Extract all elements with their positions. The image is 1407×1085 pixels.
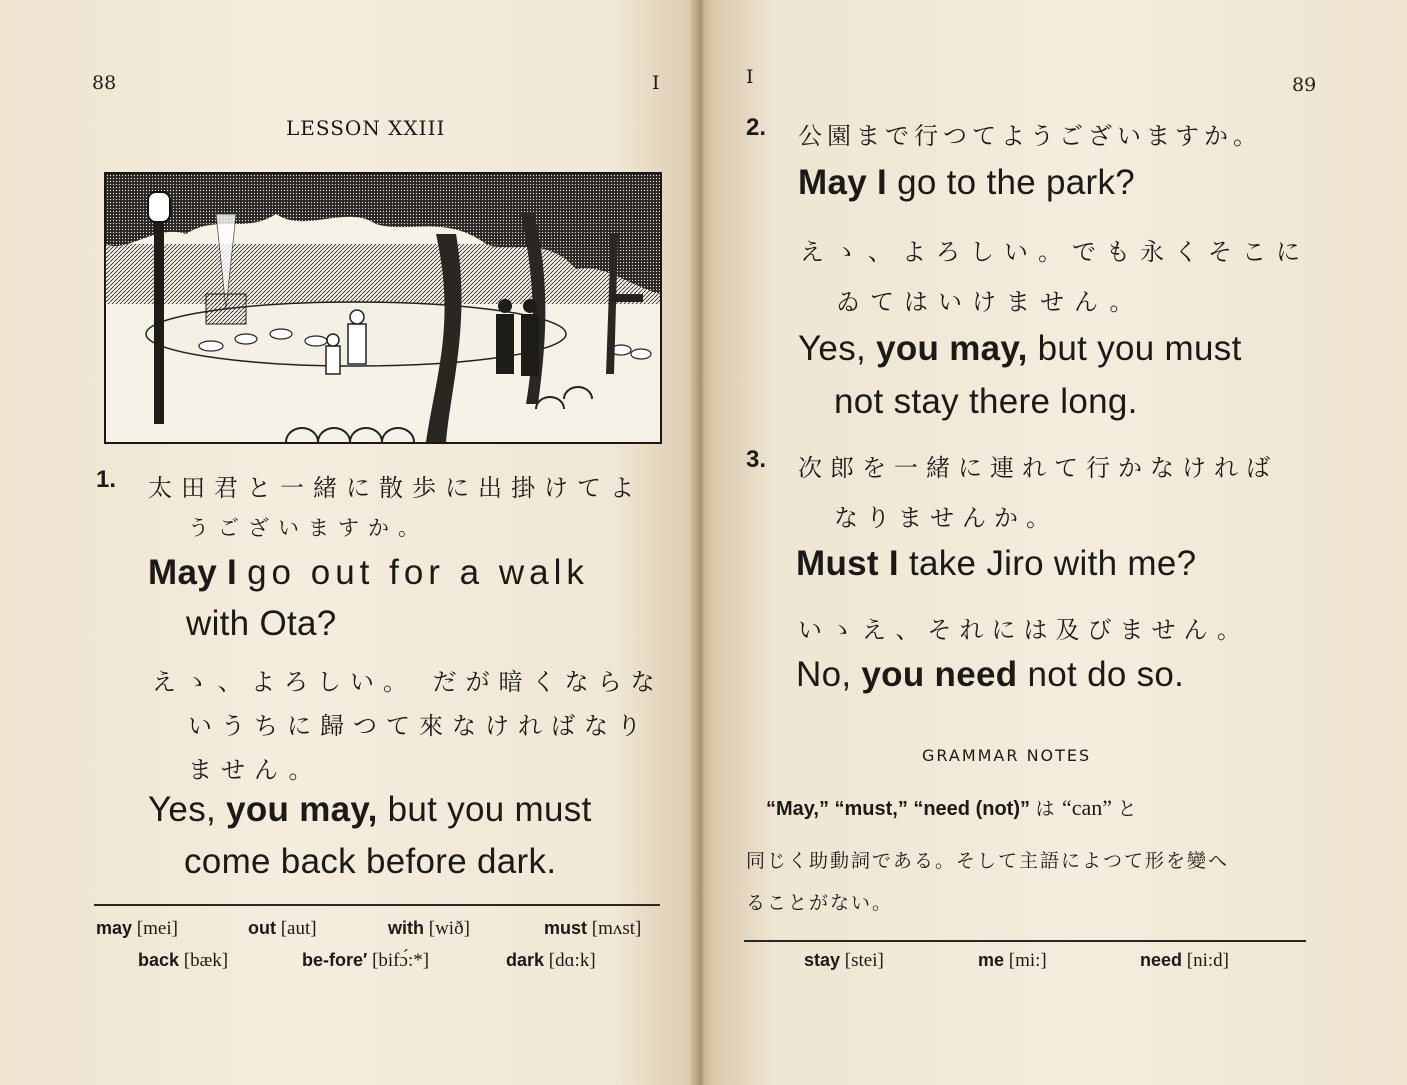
item3-en-answer	[796, 655, 1184, 695]
item1-en-question-line2: with Ota?	[186, 604, 337, 643]
vocab-word: be-fore′	[302, 950, 368, 970]
vocab-word: with	[388, 918, 424, 938]
vocab-word: must	[544, 918, 588, 938]
item1-en-answer-yes: Yes,	[148, 790, 217, 829]
item1-en-answer-line1	[148, 790, 592, 830]
item2-en-answer-yes: Yes,	[798, 329, 867, 368]
running-head-left: I	[652, 72, 660, 94]
item2-en-question-emph: May I	[798, 163, 888, 202]
item1-jp-answer-line1: えゝ、よろしい。 だが暗くならな	[152, 668, 664, 696]
vocab-stay	[804, 950, 884, 972]
item2-en-question-rest: go to the park?	[897, 163, 1136, 202]
vocab-word: need	[1140, 950, 1183, 970]
item3-jp-question-line1: 次郎を一緒に連れて行かなければ	[798, 454, 1278, 482]
item2-jp-answer-line1: えゝ、よろしい。でも永くそこに	[800, 238, 1310, 266]
vocab-word: dark	[506, 950, 545, 970]
book-gutter	[690, 0, 714, 1085]
item1-jp-answer-line2: いうちに歸つて來なければなり	[188, 712, 650, 740]
gn-must: “must,”	[834, 798, 908, 820]
item2-jp-question: 公園まで行つてようございますか。	[798, 122, 1262, 150]
lesson-title: LESSON XXIII	[286, 116, 446, 140]
item2-en-answer-rest: but you must	[1037, 329, 1242, 368]
grammar-notes-line2: 同じく助動詞である。そして主語によつて形を變へ	[746, 850, 1230, 872]
page-number-right: 89	[1292, 74, 1317, 96]
item1-en-question-rest: go out for a walk	[247, 553, 589, 592]
vocab-pron: [stei]	[844, 950, 884, 971]
item3-en-answer-rest: not do so.	[1027, 655, 1185, 694]
vocab-back	[138, 950, 228, 972]
item3-en-question-rest: take Jiro with me?	[908, 544, 1197, 583]
item2-jp-answer-line2: ゐてはいけません。	[836, 288, 1144, 316]
item1-jp-question-line2: うございますか。	[188, 516, 428, 540]
vocab-must	[544, 918, 641, 940]
item2-en-answer-emph: you may,	[876, 329, 1028, 368]
vocab-need	[1140, 950, 1229, 972]
vocab-pron: [dɑ:k]	[548, 950, 596, 971]
gn-may: “May,”	[766, 798, 829, 820]
item1-en-answer-line2: come back before dark.	[184, 842, 557, 881]
vocab-pron: [wið]	[428, 918, 470, 939]
item3-en-question-emph: Must I	[796, 544, 899, 583]
gn-to: と	[1117, 798, 1139, 820]
item1-en-answer-emph: you may,	[226, 790, 378, 829]
item3-jp-answer: いゝえ、それには及びません。	[798, 616, 1249, 644]
item2-en-answer-line1	[798, 329, 1242, 369]
vocab-pron: [aut]	[280, 918, 317, 939]
gn-ha: は	[1035, 798, 1057, 820]
gn-need: “need (not)”	[913, 798, 1030, 820]
item-number-1: 1.	[96, 466, 117, 493]
park-illustration	[104, 172, 662, 444]
grammar-notes-line3: ることがない。	[746, 892, 894, 914]
item1-jp-answer-line3: ません。	[188, 756, 322, 784]
item3-en-question	[796, 544, 1196, 584]
vocab-pron: [ni:d]	[1186, 950, 1229, 971]
gn-can: “can”	[1062, 795, 1113, 820]
item-number-3: 3.	[746, 446, 767, 473]
vocab-pron: [mi:]	[1008, 950, 1047, 971]
item1-en-question-emph: May I	[148, 553, 238, 592]
vocab-word: me	[978, 950, 1005, 970]
item-number-2: 2.	[746, 114, 767, 141]
item3-en-answer-emph: you need	[861, 655, 1018, 694]
vocab-with	[388, 918, 470, 940]
vocab-pron: [mʌst]	[591, 918, 642, 939]
vocab-out	[248, 918, 317, 940]
vocab-before	[302, 950, 429, 972]
running-head-right: I	[746, 66, 754, 88]
item2-en-question	[798, 163, 1135, 203]
vocab-may	[96, 918, 178, 940]
vocab-divider-left	[94, 904, 660, 906]
vocab-pron: [bæk]	[183, 950, 229, 971]
vocab-word: stay	[804, 950, 841, 970]
vocab-pron: [bifɔ́:*]	[372, 950, 430, 971]
vocab-me	[978, 950, 1047, 972]
item2-en-answer-line2: not stay there long.	[834, 382, 1138, 421]
vocab-divider-right	[744, 940, 1306, 942]
vocab-word: may	[96, 918, 133, 938]
vocab-word: out	[248, 918, 276, 938]
item1-jp-question-line1: 太田君と一緒に散歩に出掛けてよ	[148, 474, 643, 502]
vocab-dark	[506, 950, 596, 972]
item3-jp-question-line2: なりませんか。	[834, 504, 1058, 532]
grammar-notes-line1	[766, 794, 1139, 821]
vocab-pron: [mei]	[136, 918, 178, 939]
item1-en-question-line1	[148, 553, 589, 593]
vocab-word: back	[138, 950, 180, 970]
item1-en-answer-rest: but you must	[387, 790, 592, 829]
grammar-notes-title: GRAMMAR NOTES	[922, 746, 1092, 765]
item3-en-answer-no: No,	[796, 655, 852, 694]
page-number-left: 88	[92, 72, 117, 94]
